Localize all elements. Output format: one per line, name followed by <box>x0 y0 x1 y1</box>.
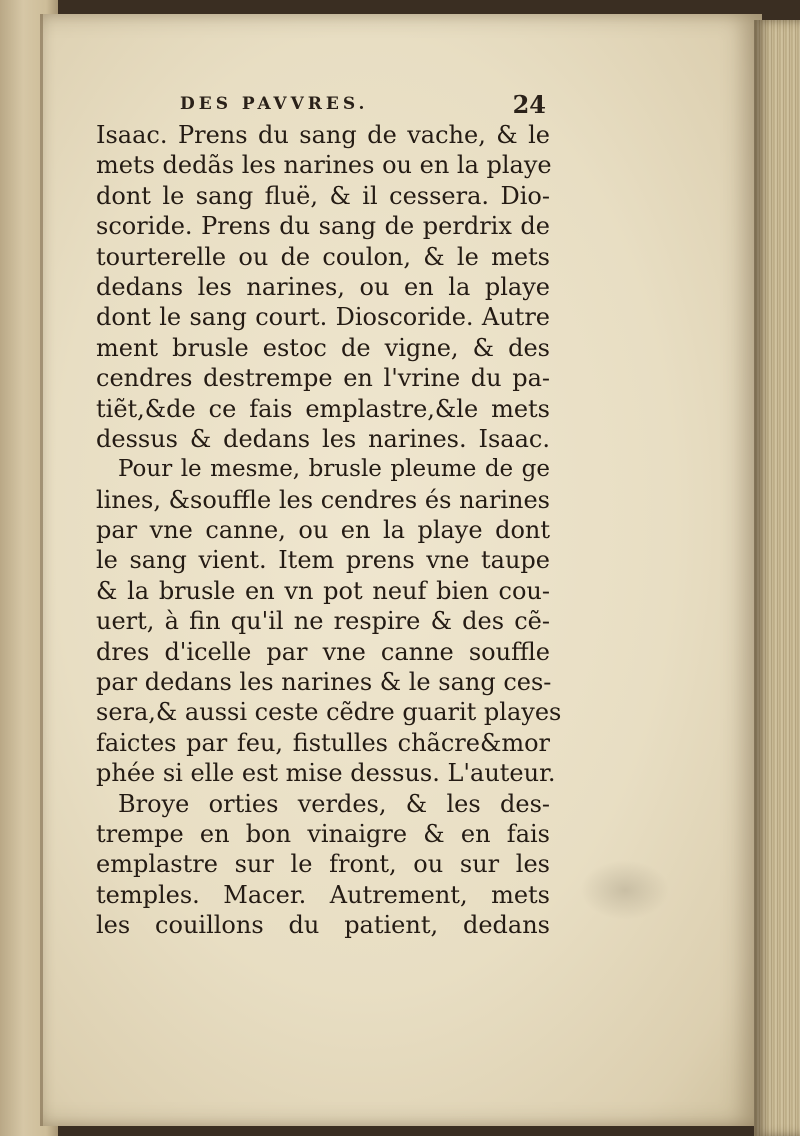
text-line: lines, &souffle les cendres és narines <box>96 485 550 514</box>
text-line: dessus & dedans les narines. Isaac. <box>96 424 550 453</box>
text-line: & la brusle en vn pot neuf bien cou- <box>96 576 550 605</box>
text-line: emplastre sur le front, ou sur les <box>96 850 550 879</box>
text-line: sera,& aussi ceste cẽdre guarit playes <box>96 698 562 727</box>
text-line: par dedans les narines & le sang ces- <box>96 668 552 697</box>
running-title: DES PAVVRES. <box>180 94 369 114</box>
text-line: Broye orties verdes, & les des- <box>118 789 550 818</box>
text-line: dres d'icelle par vne canne souffle <box>96 637 550 666</box>
text-line: uert, à fin qu'il ne respire & des cẽ- <box>96 607 550 636</box>
body-text <box>96 120 562 941</box>
text-line: les couillons du patient, dedans <box>96 911 550 940</box>
gutter-shadow <box>40 14 43 1126</box>
text-line: par vne canne, ou en la playe dont <box>96 516 550 545</box>
text-line: dont le sang fluë, & il cessera. Dio- <box>96 181 550 210</box>
text-line: tiẽt,&de ce fais emplastre,&le mets <box>96 394 550 423</box>
text-line: Isaac. Prens du sang de vache, & le <box>96 121 550 149</box>
page-edges <box>754 20 800 1136</box>
text-line: dont le sang court. Dioscoride. Autre <box>96 303 550 332</box>
text-line: scoride. Prens du sang de perdrix de <box>96 212 550 241</box>
text-line: trempe en bon vinaigre & en fais <box>96 819 550 848</box>
text-line: tourterelle ou de coulon, & le mets <box>96 242 550 271</box>
text-line: Pour le mesme, brusle pleume de ge <box>118 456 550 483</box>
text-line: temples. Macer. Autrement, mets <box>96 880 550 909</box>
text-line: faictes par feu, fistulles chãcre&mor <box>96 728 550 757</box>
running-head <box>96 90 546 120</box>
text-line: le sang vient. Item prens vne taupe <box>96 546 550 575</box>
ink-smudge <box>580 860 670 920</box>
text-line: mets dedãs les narines ou en la playe <box>96 151 552 180</box>
text-line: dedans les narines, ou en la playe <box>96 272 550 301</box>
text-line: cendres destrempe en l'vrine du pa- <box>96 364 550 393</box>
page-number: 24 <box>512 90 546 119</box>
text-line: ment brusle estoc de vigne, & des <box>96 333 550 362</box>
text-line: phée si elle est mise dessus. L'auteur. <box>96 759 556 788</box>
